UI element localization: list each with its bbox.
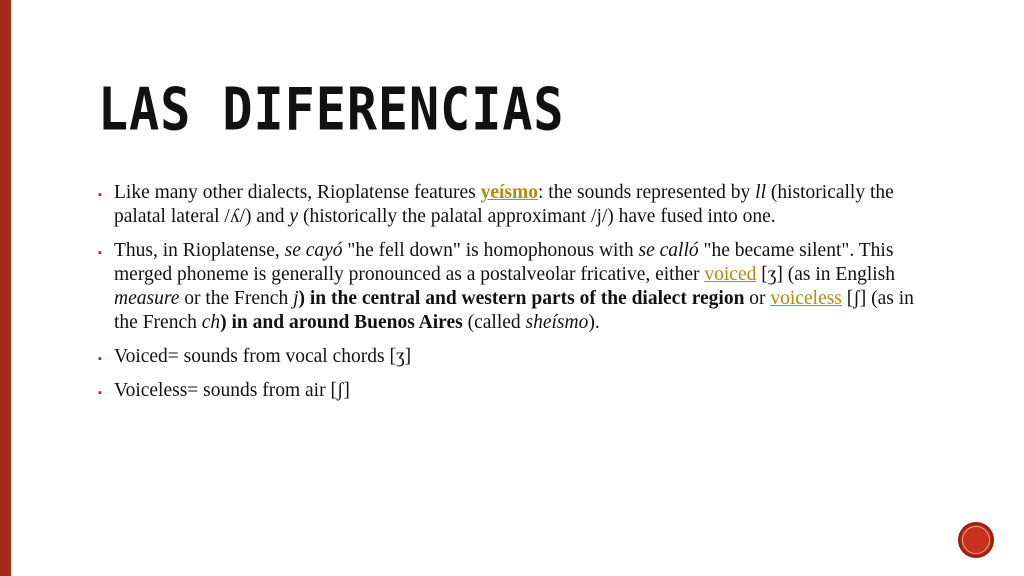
italic-term: se calló	[638, 240, 699, 261]
bullet-list	[98, 181, 928, 413]
text-segment: Thus, in Rioplatense,	[114, 240, 285, 261]
text-segment: [ʃ] (as in the French	[114, 288, 914, 333]
italic-term: y	[289, 206, 299, 227]
text-segment: (historically the palatal lateral /ʎ/) and	[114, 182, 894, 227]
text-segment: (historically the palatal approximant /j/) have fused into one.	[298, 206, 776, 227]
text-segment: Like many other dialects, Rioplatense features	[114, 182, 481, 203]
link-voiced[interactable]: voiced	[704, 264, 757, 285]
text-segment: : the sounds represented by	[537, 182, 756, 203]
text-segment: or the French	[179, 288, 294, 309]
text-segment: "he became silent". This merged phoneme is generally pronounced as a postalveolar fricative, either	[114, 240, 894, 285]
text-segment: (called	[462, 312, 526, 333]
bullet-square-icon: ▪	[98, 189, 102, 201]
text-segment: ).	[588, 312, 600, 333]
italic-term: measure	[114, 288, 180, 309]
link-voiceless[interactable]: voiceless	[770, 288, 842, 309]
text-segment: [ʒ] (as in English	[756, 264, 895, 285]
bold-phrase: ) in the central and western parts of the dialect region	[298, 288, 745, 309]
text-segment: "he fell down" is homophonous with	[342, 240, 639, 261]
bullet-text: Voiced= sounds from vocal chords [ʒ]	[114, 346, 412, 367]
bullet-square-icon: ▪	[98, 387, 102, 399]
bullet-yeismo	[98, 181, 928, 229]
slide-number-badge-icon	[958, 522, 994, 558]
badge-ring	[962, 526, 990, 554]
bullet-square-icon: ▪	[98, 247, 102, 259]
bullet-voiced	[98, 345, 928, 369]
link-yeismo[interactable]: yeísmo	[480, 182, 538, 203]
bold-phrase: ) in and around Buenos Aires	[220, 312, 463, 333]
slide-title: LAS DIFERENCIAS	[98, 75, 565, 144]
bullet-voiceless	[98, 379, 928, 403]
bullet-homophony	[98, 239, 928, 335]
italic-term: j	[293, 288, 299, 309]
italic-term: ch	[201, 312, 221, 333]
bullet-square-icon: ▪	[98, 353, 102, 365]
italic-term: se cayó	[284, 240, 343, 261]
italic-term: ll	[755, 182, 766, 203]
text-segment: or	[744, 288, 771, 309]
italic-term: sheísmo	[525, 312, 589, 333]
bullet-text: Voiceless= sounds from air [ʃ]	[114, 380, 350, 401]
accent-bar	[0, 0, 11, 576]
